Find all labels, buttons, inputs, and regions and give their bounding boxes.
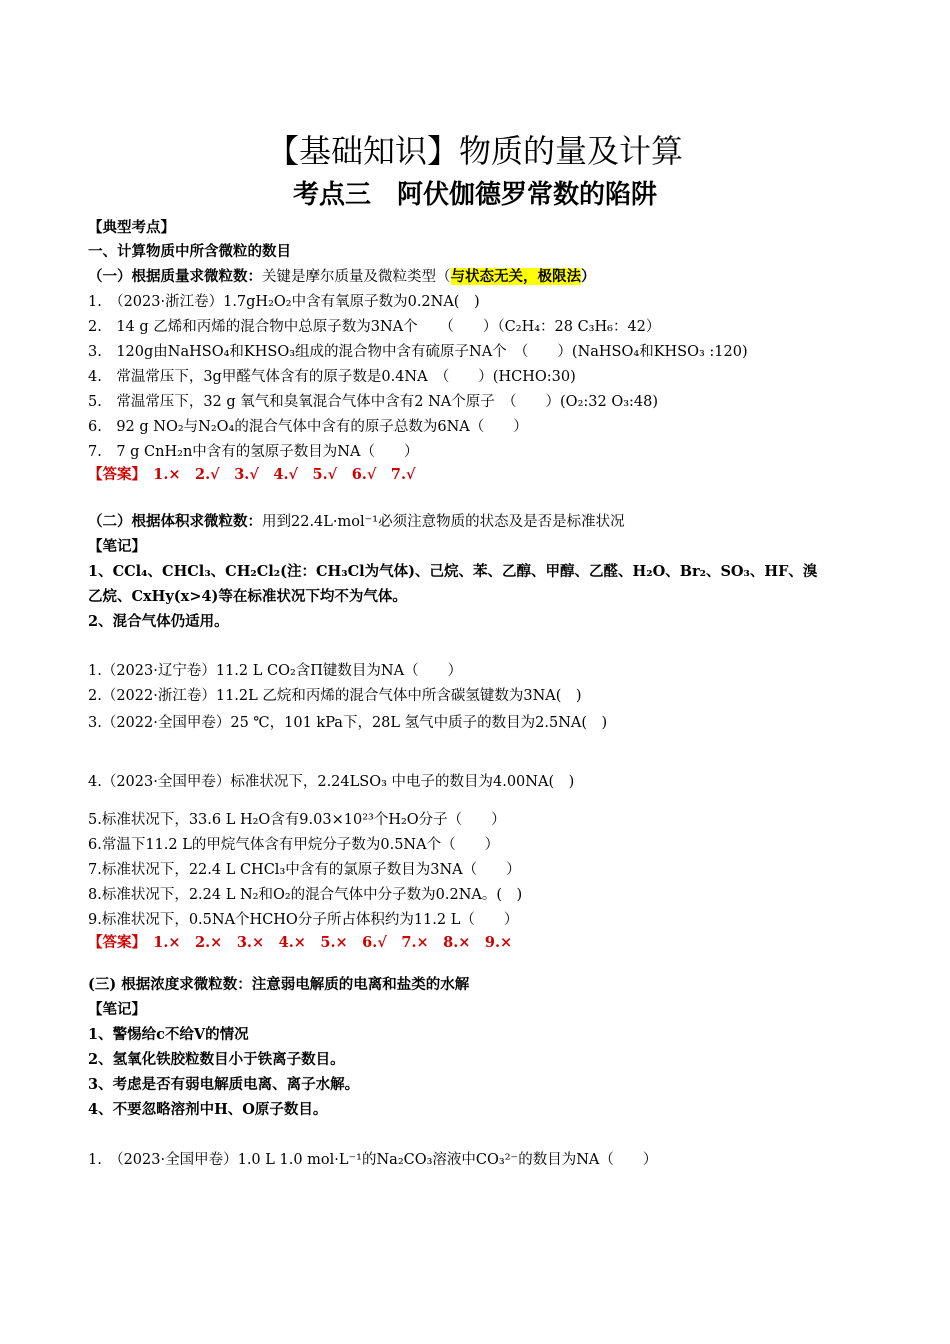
answer-line [88,933,512,953]
answer-text: 1.× 2.√ 3.√ 4.√ 5.√ 6.√ 7.√ [153,466,416,483]
question-item: 6.常温下11.2 L的甲烷气体含有甲烷分子数为0.5NA个（ ） [88,837,500,853]
highlight-text: 与状态无关，极限法 [450,268,581,285]
question-item: 4.（2023·全国甲卷）标准状况下，2.24LSO₃ 中电子的数目为4.00NA( ) [88,774,575,790]
question-item: 1. （2023·浙江卷）1.7gH₂O₂中含有氧原子数为0.2NA( ) [88,294,480,310]
note-label: 【笔记】 [88,1001,146,1018]
section-1-heading: 一、计算物质中所含微粒的数目 [88,243,291,260]
subsection-2-title: （二）根据体积求微粒数： [88,513,262,530]
typical-heading: 【典型考点】 [88,219,175,236]
question-item: 7. 7 g CnH₂n中含有的氢原子数目为NA（ ） [88,444,419,460]
question-item: 7.标准状况下，22.4 L CHCl₃中含有的氯原子数目为3NA（ ） [88,862,521,878]
question-item: 3. 120g由NaHSO₄和KHSO₃组成的混合物中含有硫原子NA个 （ ）(NaHSO₄和KHSO₃ :120) [88,344,748,360]
question-item: 2.（2022·浙江卷）11.2L 乙烷和丙烯的混合气体中所含碳氢键数为3NA( ) [88,688,582,704]
subsection-2-heading [88,512,625,532]
note-line: 3、考虑是否有弱电解质电离、离子水解。 [88,1076,360,1093]
question-item: 3.（2022·全国甲卷）25 ℃，101 kPa下，28L 氢气中质子的数目为2.5NA( ) [88,715,608,731]
answer-label: 【答案】 [88,934,139,951]
question-item: 5.标准状况下，33.6 L H₂O含有9.03×10²³个H₂O分子（ ） [88,812,506,828]
note-label: 【笔记】 [88,538,146,555]
question-item: 5. 常温常压下，32 g 氧气和臭氧混合气体中含有2 NA个原子 （ ）(O₂:32 O₃:48) [88,394,659,410]
page-title: 【基础知识】物质的量及计算 [266,132,683,170]
answer-line [88,465,416,485]
question-item: 8.标准状况下，2.24 L N₂和O₂的混合气体中分子数为0.2NA。( ) [88,887,523,903]
subsection-3-heading: (三) 根据浓度求微粒数：注意弱电解质的电离和盐类的水解 [88,976,470,993]
subsection-1-desc: 关键是摩尔质量及微粒类型（ [262,269,451,285]
subsection-2-desc: 用到22.4L·mol⁻¹必须注意物质的状态及是否是标准状况 [262,514,625,530]
answer-label: 【答案】 [88,466,139,483]
note-line: 4、不要忽略溶剂中H、O原子数目。 [88,1101,328,1118]
note-line: 乙烷、CxHy(x>4)等在标准状况下均不为气体。 [88,588,407,605]
subsection-1-close: ） [581,268,596,285]
question-item: 6. 92 g NO₂与N₂O₄的混合气体中含有的原子总数为6NA（ ） [88,419,528,435]
answer-text: 1.× 2.× 3.× 4.× 5.× 6.√ 7.× 8.× 9.× [153,934,513,951]
question-item: 1. （2023·全国甲卷）1.0 L 1.0 mol·L⁻¹的Na₂CO₃溶液中CO₃²⁻的数目为NA（ ） [88,1152,658,1168]
note-line: 2、氢氧化铁胶粒数目小于铁离子数目。 [88,1051,345,1068]
subsection-1-heading [88,267,596,287]
subsection-1-title: （一）根据质量求微粒数： [88,268,262,285]
note-line: 2、混合气体仍适用。 [88,613,229,630]
page-subtitle: 考点三 阿伏伽德罗常数的陷阱 [292,180,657,210]
question-item: 2. 14 g 乙烯和丙烯的混合物中总原子数为3NA个 （ ）（C₂H₄：28 C₃H₆：42） [88,319,661,335]
question-item: 9.标准状况下，0.5NA个HCHO分子所占体积约为11.2 L（ ） [88,912,519,928]
note-line: 1、CCl₄、CHCl₃、CH₂Cl₂(注：CH₃Cl为气体)、己烷、苯、乙醇、甲醇、乙醛、H₂O、Br₂、SO₃、HF、溴 [88,563,818,580]
question-item: 4. 常温常压下，3g甲醛气体含有的原子数是0.4NA （ ）(HCHO:30) [88,369,576,385]
question-item: 1.（2023·辽宁卷）11.2 L CO₂含Π键数目为NA（ ） [88,663,463,679]
note-line: 1、警惕给c不给V的情况 [88,1026,249,1043]
